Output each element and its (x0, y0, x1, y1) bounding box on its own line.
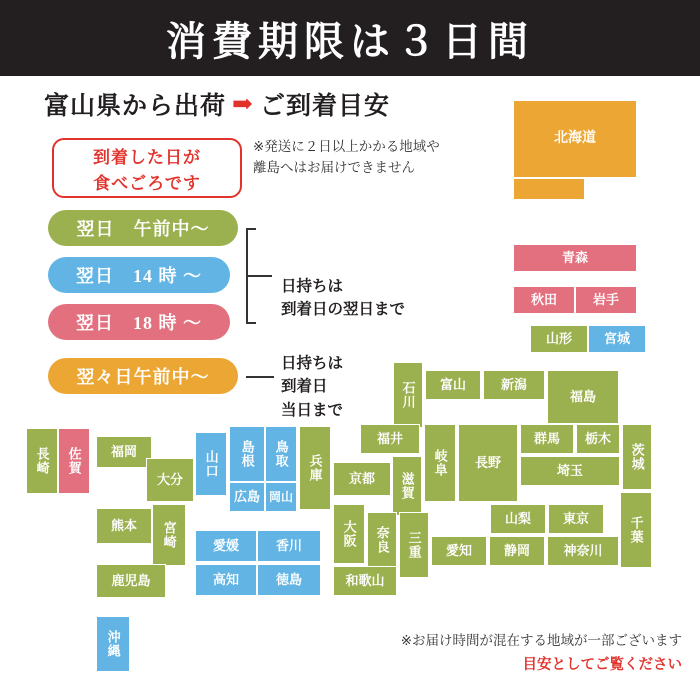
subheadline (44, 86, 390, 122)
legend-pill-next-day-18: 翌日 18 時 〜 (48, 304, 230, 340)
pref-kochi: 高知 (195, 564, 257, 596)
pref-hokkaido: 北海道 (513, 100, 637, 178)
eat-by-callout (52, 138, 242, 198)
pref-kagawa: 香川 (257, 530, 321, 562)
pref-mie: 三重 (399, 512, 429, 578)
header-bar (0, 0, 700, 76)
pref-fukuoka: 福岡 (96, 436, 152, 468)
pref-miyagi: 宮城 (588, 325, 646, 353)
pref-shizuoka: 静岡 (489, 536, 545, 566)
connector-horizontal-2 (246, 376, 274, 378)
pref-gifu: 岐阜 (424, 424, 456, 502)
memo-same-day-line2: 到着日 (281, 378, 328, 396)
eat-by-callout-line1: 到着した日が (93, 147, 201, 167)
memo-next-day (281, 275, 405, 322)
pref-nagasaki: 長崎 (26, 428, 58, 494)
pref-wakayama: 和歌山 (333, 566, 397, 596)
eat-by-callout-line2: 食べごろです (93, 173, 201, 193)
pref-fukushima: 福島 (547, 370, 619, 424)
pref-tokyo: 東京 (548, 504, 604, 534)
connector-tick-2 (246, 322, 256, 324)
legend-pill-two-days-morning: 翌々日午前中〜 (48, 358, 238, 394)
pref-tochigi: 栃木 (576, 424, 620, 454)
pref-ishikawa: 石川 (393, 362, 423, 428)
pref-oita: 大分 (146, 458, 194, 502)
pref-tottori: 鳥取 (265, 426, 297, 482)
pref-ehime: 愛媛 (195, 530, 257, 562)
memo-same-day (281, 352, 343, 422)
delivery-time-note-line2: 目安としてご覧ください (522, 657, 682, 674)
memo-same-day-line1: 日持ちは (281, 355, 344, 372)
subheadline-left: 富山県から出荷 (44, 93, 227, 120)
pref-yamagata: 山形 (530, 325, 588, 353)
pref-shimane: 島根 (229, 426, 265, 482)
page-title: 消費期限は３日間 (166, 18, 534, 64)
pref-saga: 佐賀 (58, 428, 90, 494)
shipping-note: ※発送に２日以上かかる地域や離島へはお届けできません (253, 139, 440, 175)
pref-yamanashi: 山梨 (490, 504, 546, 534)
pref-kagoshima: 鹿児島 (96, 564, 166, 598)
memo-same-day-line3: 当日まで (281, 401, 344, 419)
pref-hiroshima: 広島 (229, 482, 265, 512)
pref-aichi: 愛知 (431, 536, 487, 566)
pref-shiga: 滋賀 (392, 456, 422, 516)
pref-iwate: 岩手 (575, 286, 637, 314)
pref-aomori: 青森 (513, 244, 637, 272)
pref-okayama: 岡山 (265, 482, 297, 512)
pref-saitama: 埼玉 (520, 456, 620, 486)
pref-hokkaido-tail (513, 178, 585, 200)
pref-miyazaki: 宮崎 (152, 504, 186, 566)
connector-horizontal-1 (246, 275, 272, 277)
delivery-time-note-line1: ※お届け時間が混在する地域が一部ございます (400, 633, 682, 649)
arrow-right-icon: ➡ (232, 90, 254, 118)
pref-kanagawa: 神奈川 (547, 536, 619, 566)
memo-next-day-line1: 日持ちは (281, 278, 344, 295)
legend-pill-next-day-14: 翌日 14 時 〜 (48, 257, 230, 293)
pref-fukui: 福井 (360, 424, 420, 454)
pref-osaka: 大阪 (333, 504, 365, 564)
pref-gunma: 群馬 (520, 424, 574, 454)
pref-okinawa: 沖縄 (96, 616, 130, 672)
pref-tokushima: 徳島 (257, 564, 321, 596)
connector-tick-1 (246, 228, 256, 230)
pref-chiba: 千葉 (620, 492, 652, 568)
pref-niigata: 新潟 (483, 370, 545, 400)
pref-nara: 奈良 (367, 512, 397, 568)
pref-toyama: 富山 (425, 370, 481, 400)
pref-yamaguchi: 山口 (195, 432, 227, 496)
pref-akita: 秋田 (513, 286, 575, 314)
pref-kumamoto: 熊本 (96, 508, 152, 544)
pref-nagano: 長野 (458, 424, 518, 502)
pref-kyoto: 京都 (333, 462, 391, 496)
memo-next-day-line2: 到着日の翌日まで (281, 301, 406, 319)
delivery-time-note (401, 630, 682, 678)
pref-ibaraki: 茨城 (622, 424, 652, 490)
legend-pill-next-day-morning: 翌日 午前中〜 (48, 210, 238, 246)
subheadline-right: ご到着目安 (259, 93, 390, 120)
pref-hyogo: 兵庫 (299, 426, 331, 510)
